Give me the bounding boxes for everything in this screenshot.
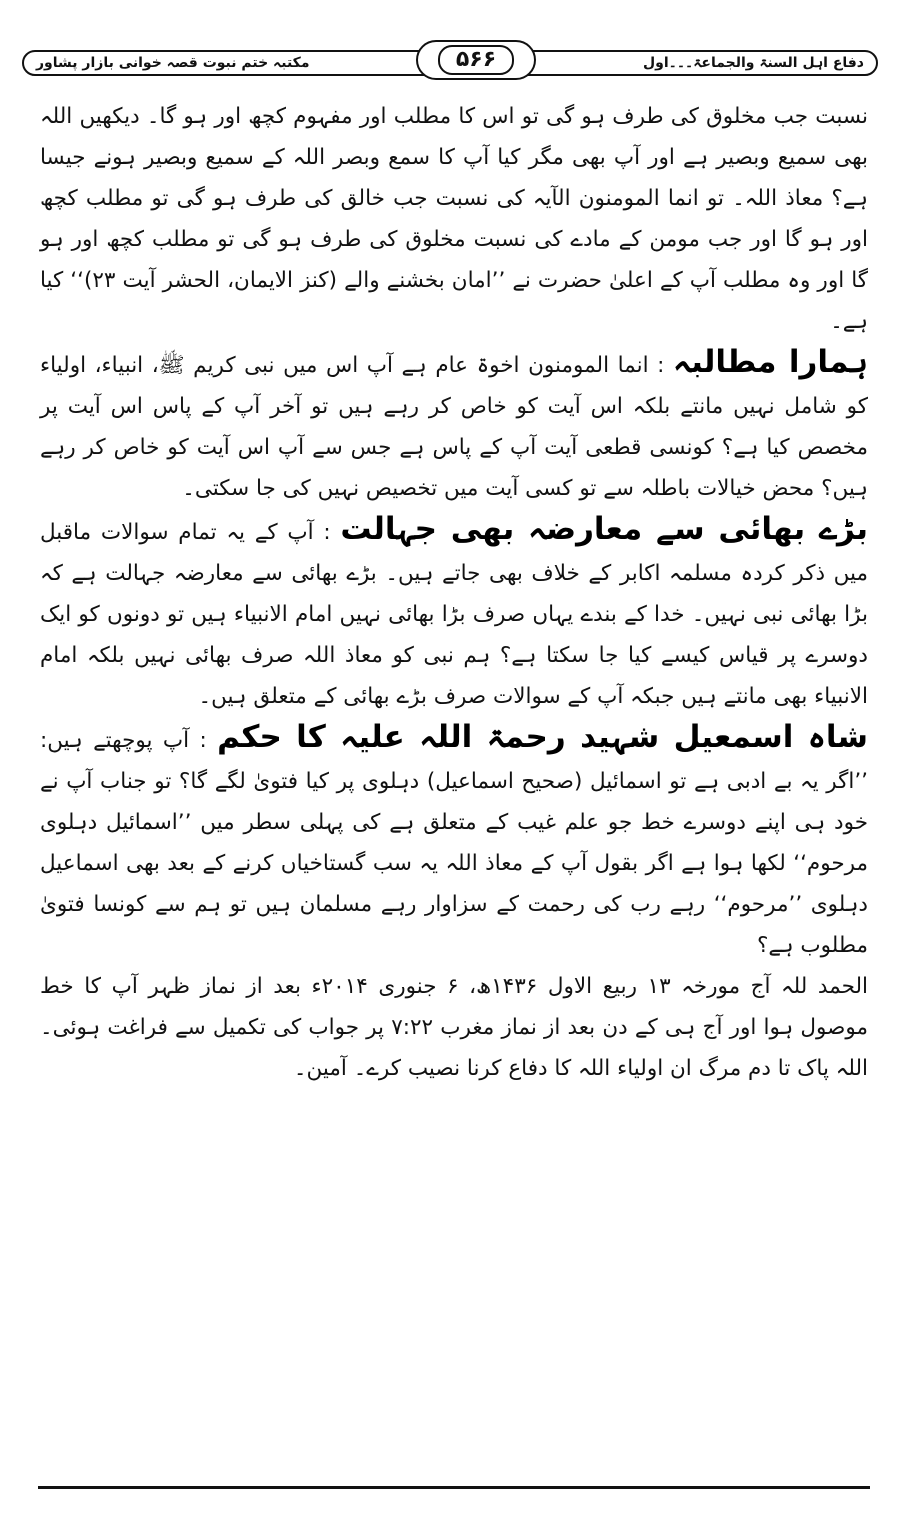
paragraph-demand <box>40 342 868 509</box>
paragraph-shah-ismail <box>40 717 868 966</box>
paragraph-elder-brother-text: : آپ کے یہ تمام سوالات ماقبل میں ذکر کردہ مسلمہ اکابر کے خلاف بھی جاتے ہیں۔ بڑے بھائی سے معارضہ جہالت ہے کہ بڑا بھائی نبی نہیں۔ خدا کے بندے یہاں صرف بڑا بھائی نہیں امام الانبیاء ہیں تو دونوں کو ایک دوسرے پر قیاس کیسے کیا جا سکتا ہے؟ ہم نبی کو معاذ اللہ صرف بھائی نہیں بلکہ امام الانبیاء بھی مانتے ہیں جبکہ آپ کے سوالات صرف بڑے بھائی کے متعلق ہیں۔ <box>40 520 868 709</box>
publisher-name: مکتبہ ختم نبوت قصہ خوانی بازار پشاور <box>36 55 310 71</box>
page-content <box>40 96 868 1089</box>
paragraph-intro: نسبت جب مخلوق کی طرف ہو گی تو اس کا مطلب اور مفہوم کچھ اور ہو گا۔ دیکھیں اللہ بھی سمیع وبصیر ہے اور آپ بھی مگر کیا آپ کا سمع وبصر اللہ کے سمیع وبصیر ہونے جیسا ہے؟ معاذ اللہ۔ تو انما المومنون الآیہ کی نسبت جب خالق کی طرف ہو گی تو مطلب کچھ اور ہو گا اور جب مومن کے مادے کی نسبت مخلوق کی طرف ہو گی تو مطلب کچھ اور ہو گا اور وہ مطلب آپ کے اعلیٰ حضرت نے ’’امان بخشنے والے (کنز الایمان، الحشر آیت ۲۳)‘‘ کیا ہے۔ <box>40 104 868 334</box>
heading-our-demand: ہمارا مطالبہ <box>672 344 868 380</box>
page-number: ۵۶۶ <box>438 45 514 75</box>
paragraph-closing: الحمد للہ آج مورخہ ۱۳ ربیع الاول ۱۴۳۶ھ، ۶ جنوری ۲۰۱۴ء بعد از نماز ظہر آپ کا خط موصول ہوا اور آج ہی کے دن بعد از نماز مغرب ۷:۲۲ پر جواب کی تکمیل سے فراغت ہوئی۔ اللہ پاک تا دم مرگ ان اولیاء اللہ کا دفاع کرنا نصیب کرے۔ آمین۔ <box>40 974 868 1081</box>
bottom-divider <box>38 1486 870 1489</box>
page-number-badge <box>416 40 536 80</box>
paragraph-elder-brother <box>40 509 868 717</box>
paragraph-shah-ismail-text: : آپ پوچھتے ہیں: ’’اگر یہ بے ادبی ہے تو اسمائیل (صحیح اسماعیل) دہلوی پر کیا فتویٰ لگے گا؟ تو جناب آپ نے خود ہی اپنے دوسرے خط جو علم غیب کے متعلق ہے کی پہلی سطر میں ’’اسمائیل دہلوی مرحوم‘‘ لکھا ہوا ہے اگر بقول آپ کے معاذ اللہ یہ سب گستاخیاں کرنے کے بعد بھی اسماعیل دہلوی ’’مرحوم‘‘ رہے رب کی رحمت کے سزاوار رہے مسلمان ہیں تو ہم سے کونسا فتویٰ مطلوب ہے؟ <box>40 728 868 958</box>
page-header <box>22 40 880 84</box>
book-title: دفاع اہل السنۃ والجماعۃ۔۔۔اول <box>642 55 864 71</box>
paragraph-demand-text: : انما المومنون اخوۃ عام ہے آپ اس میں نبی کریم ﷺ، انبیاء، اولیاء کو شامل نہیں مانتے بلکہ اس آیت کو خاص کر رہے ہیں تو آخر آپ کے پاس اس آیت پر مخصص کیا ہے؟ کونسی قطعی آیت آپ کے پاس ہے جس سے آپ اس آیت کو خاص کر رہے ہیں؟ محض خیالات باطلہ سے تو کسی آیت میں تخصیص نہیں کی جا سکتی۔ <box>40 353 868 501</box>
heading-shah-ismail: شاہ اسمعیل شہید رحمۃ اللہ علیہ کا حکم <box>217 719 868 755</box>
heading-elder-brother: بڑے بھائی سے معارضہ بھی جہالت <box>340 511 868 547</box>
